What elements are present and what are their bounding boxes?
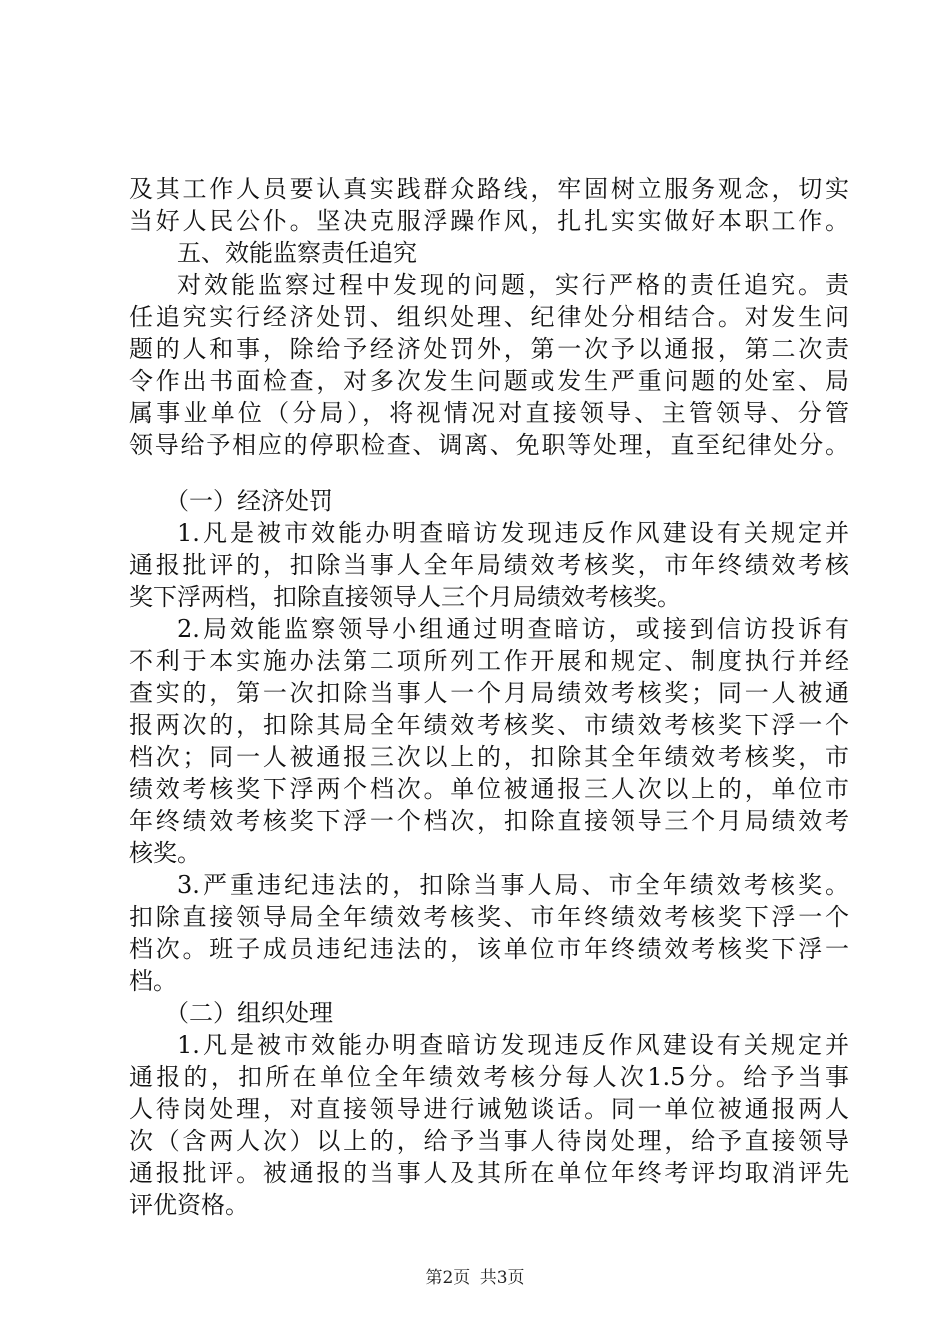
text-line: 档次。班子成员违纪违法的，该单位市年终绩效考核奖下浮一 [129, 935, 849, 963]
text-line: 通报批评的，扣除当事人全年局绩效考核奖，市年终绩效考核 [129, 551, 849, 579]
text-line: 查实的，第一次扣除当事人一个月局绩效考核奖；同一人被通 [129, 679, 849, 707]
text-line: 奖下浮两档，扣除直接领导人三个月局绩效考核奖。 [129, 583, 681, 611]
text-line: 及其工作人员要认真实践群众路线，牢固树立服务观念，切实 [129, 175, 849, 203]
text-line: 当好人民公仆。坚决克服浮躁作风，扎扎实实做好本职工作。 [129, 207, 849, 235]
text-line: 人待岗处理，对直接领导进行诫勉谈话。同一单位被通报两人 [129, 1095, 849, 1123]
text-line: 档。 [129, 967, 177, 995]
subsection-heading: （一）经济处罚 [165, 487, 333, 515]
text-line: 1.凡是被市效能办明查暗访发现违反作风建设有关规定并 [177, 1031, 849, 1059]
text-line: 绩效考核奖下浮两个档次。单位被通报三人次以上的，单位市 [129, 775, 849, 803]
total-pages: 共3页 [479, 1268, 525, 1288]
text-line: 通报的，扣所在单位全年绩效考核分每人次1.5分。给予当事 [129, 1063, 849, 1091]
text-line: 题的人和事，除给予经济处罚外，第一次予以通报，第二次责 [129, 335, 849, 363]
text-line: 任追究实行经济处罚、组织处理、纪律处分相结合。对发生问 [129, 303, 849, 331]
text-line: 次（含两人次）以上的，给予当事人待岗处理，给予直接领导 [129, 1127, 849, 1155]
text-line: 年终绩效考核奖下浮一个档次，扣除直接领导三个月局绩效考 [129, 807, 849, 835]
text-line: 档次；同一人被通报三次以上的，扣除其全年绩效考核奖，市 [129, 743, 849, 771]
text-line: 不利于本实施办法第二项所列工作开展和规定、制度执行并经 [129, 647, 849, 675]
section-heading: 五、效能监察责任追究 [177, 239, 417, 267]
text-line: 1.凡是被市效能办明查暗访发现违反作风建设有关规定并 [177, 519, 849, 547]
text-line: 领导给予相应的停职检查、调离、免职等处理，直至纪律处分。 [129, 431, 849, 459]
subsection-heading: （二）组织处理 [165, 999, 333, 1027]
text-line: 令作出书面检查，对多次发生问题或发生严重问题的处室、局 [129, 367, 849, 395]
text-line: 2.局效能监察领导小组通过明查暗访，或接到信访投诉有 [177, 615, 849, 643]
page-number: 第2页 [425, 1268, 471, 1288]
text-line: 属事业单位（分局），将视情况对直接领导、主管领导、分管 [129, 399, 849, 427]
text-line: 报两次的，扣除其局全年绩效考核奖、市绩效考核奖下浮一个 [129, 711, 849, 739]
text-line: 扣除直接领导局全年绩效考核奖、市年终绩效考核奖下浮一个 [129, 903, 849, 931]
text-line: 3.严重违纪违法的，扣除当事人局、市全年绩效考核奖。 [177, 871, 849, 899]
text-line: 评优资格。 [129, 1191, 249, 1219]
page-footer [0, 1268, 950, 1288]
text-line: 核奖。 [129, 839, 201, 867]
text-line: 通报批评。被通报的当事人及其所在单位年终考评均取消评先 [129, 1159, 849, 1187]
text-line: 对效能监察过程中发现的问题，实行严格的责任追究。责 [177, 271, 849, 299]
